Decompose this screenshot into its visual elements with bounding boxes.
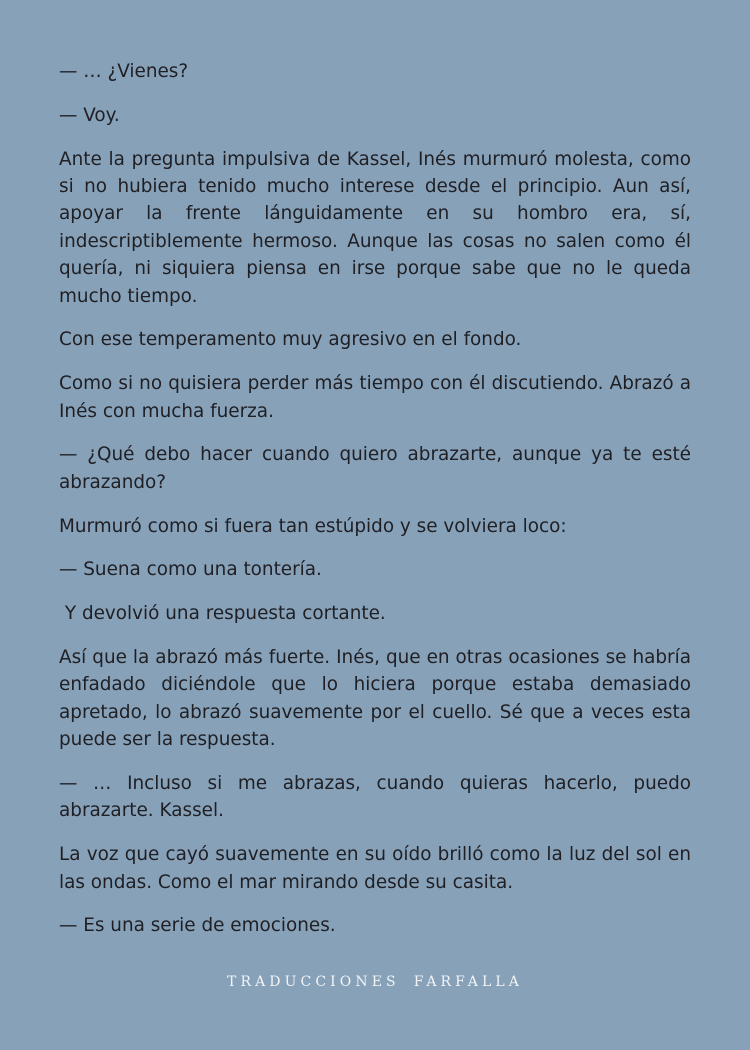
paragraph-8: — Suena como una tontería. — [59, 559, 322, 581]
paragraph-2: — Voy. — [59, 104, 120, 126]
paragraph-10: Así que la abrazó más fuerte. Inés, que en otras ocasiones se habría enfadado diciéndole que lo hiciera porque estaba demasiado apretado, lo abrazó suavemente por el cuello. Sé que a veces esta puede ser la respuesta. — [59, 647, 691, 751]
paragraph-6: — ¿Qué debo hacer cuando quiero abrazarte, aunque ya te esté abrazando? — [59, 444, 691, 493]
paragraph-13: — Es una serie de emociones. — [59, 915, 336, 937]
paragraph-9: Y devolvió una respuesta cortante. — [59, 603, 386, 625]
footer-brand-word-2: FARFALLA — [413, 974, 523, 990]
paragraph-7: Murmuró como si fuera tan estúpido y se volviera loco: — [59, 515, 567, 537]
paragraph-4: Con ese temperamento muy agresivo en el fondo. — [59, 329, 522, 351]
paragraph-12: La voz que cayó suavemente en su oído brilló como la luz del sol en las ondas. Como el mar mirando desde su casita. — [59, 844, 691, 893]
paragraph-11: — … Incluso si me abrazas, cuando quieras hacerlo, puedo abrazarte. Kassel. — [59, 773, 691, 822]
page-body — [59, 58, 691, 956]
footer-brand-word-1: TRADUCCIONES — [227, 974, 400, 990]
paragraph-1: — … ¿Vienes? — [59, 61, 189, 82]
paragraph-5: Como si no quisiera perder más tiempo con él discutiendo. Abrazó a Inés con mucha fuerza. — [59, 373, 691, 422]
page-footer — [0, 974, 750, 990]
paragraph-3: Ante la pregunta impulsiva de Kassel, Inés murmuró molesta, como si no hubiera tenido mucho interese desde el principio. Aun así, apoyar la frente lánguidamente en su hombro era, sí, indescriptiblemente hermoso. Aunque las cosas no salen como él quería, ni siquiera piensa en irse porque sabe que no le queda mucho tiempo. — [59, 148, 691, 307]
